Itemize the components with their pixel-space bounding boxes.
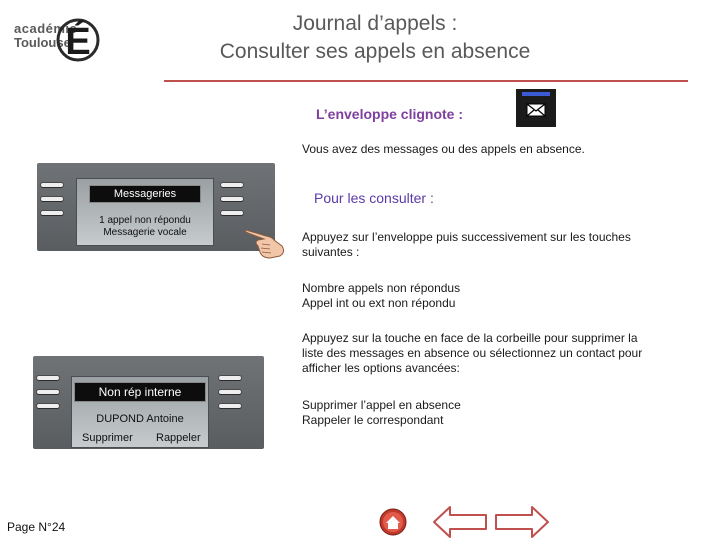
screen-header[interactable]: Messageries [89,185,201,203]
phone-display-messageries [37,163,275,251]
action-line-2: Rappeler le correspondant [302,413,444,427]
left-keys [41,183,63,215]
title-line-2: Consulter ses appels en absence [219,40,531,63]
screen-header[interactable]: Non rép interne [74,382,206,402]
screen-line-1[interactable]: 1 appel non répondu [99,215,191,226]
title-line-1: Journal d’appels : [292,12,458,35]
phone-screen [71,376,209,448]
phone-key[interactable] [37,390,59,394]
step1-line-2: suivantes : [302,245,360,259]
phone-key[interactable] [221,197,243,201]
phone-key[interactable] [219,404,241,408]
home-icon[interactable] [379,508,407,536]
consult-heading: Pour les consulter : [314,190,434,206]
step2-line-2: liste des messages en absence ou sélectionnez un contact pour [302,346,643,360]
phone-display-non-rep [33,356,264,449]
title-divider [164,80,688,82]
left-keys [37,376,59,408]
option-line-1: Nombre appels non répondus [302,281,461,295]
screen-contact-name[interactable]: DUPOND Antoine [96,413,184,425]
logo-letter: É [65,21,91,63]
page-number: Page N°24 [7,520,66,534]
pointing-hand-icon [244,218,286,260]
action-line-1: Supprimer l’appel en absence [302,398,461,412]
phone-key[interactable] [41,211,63,215]
academie-logo-icon [56,6,100,64]
option-list [302,281,460,311]
envelope-label: L’enveloppe clignote : [316,106,464,122]
intro-text: Vous avez des messages ou des appels en absence. [302,142,585,156]
logo-line-2: Toulouse [14,35,71,50]
arrow-right-icon[interactable] [494,505,550,539]
right-keys [219,376,241,408]
phone-key[interactable] [221,211,243,215]
step2-line-1: Appuyez sur la touche en face de la corbeille pour supprimer la [302,331,638,345]
right-keys [221,183,243,215]
phone-key[interactable] [41,197,63,201]
step2-line-3: afficher les options avancées: [302,361,460,375]
phone-key[interactable] [221,183,243,187]
phone-key[interactable] [37,404,59,408]
phone-key[interactable] [37,376,59,380]
envelope-icon[interactable] [516,89,556,127]
screen-line-2[interactable]: Messagerie vocale [103,227,187,238]
page-title [180,10,570,66]
phone-key[interactable] [219,376,241,380]
phone-screen [76,178,214,246]
action-list [302,398,461,428]
softkey-delete[interactable]: Supprimer [82,432,133,444]
phone-key[interactable] [41,183,63,187]
arrow-left-icon[interactable] [432,505,488,539]
step1-line-1: Appuyez sur l’enveloppe puis successivement sur les touches [302,230,631,244]
instruction-step-1 [302,230,631,260]
logo-line-1: académie [14,21,78,36]
option-line-2: Appel int ou ext non répondu [302,296,456,310]
phone-key[interactable] [219,390,241,394]
instruction-step-2 [302,331,642,376]
softkey-callback[interactable]: Rappeler [156,432,201,444]
